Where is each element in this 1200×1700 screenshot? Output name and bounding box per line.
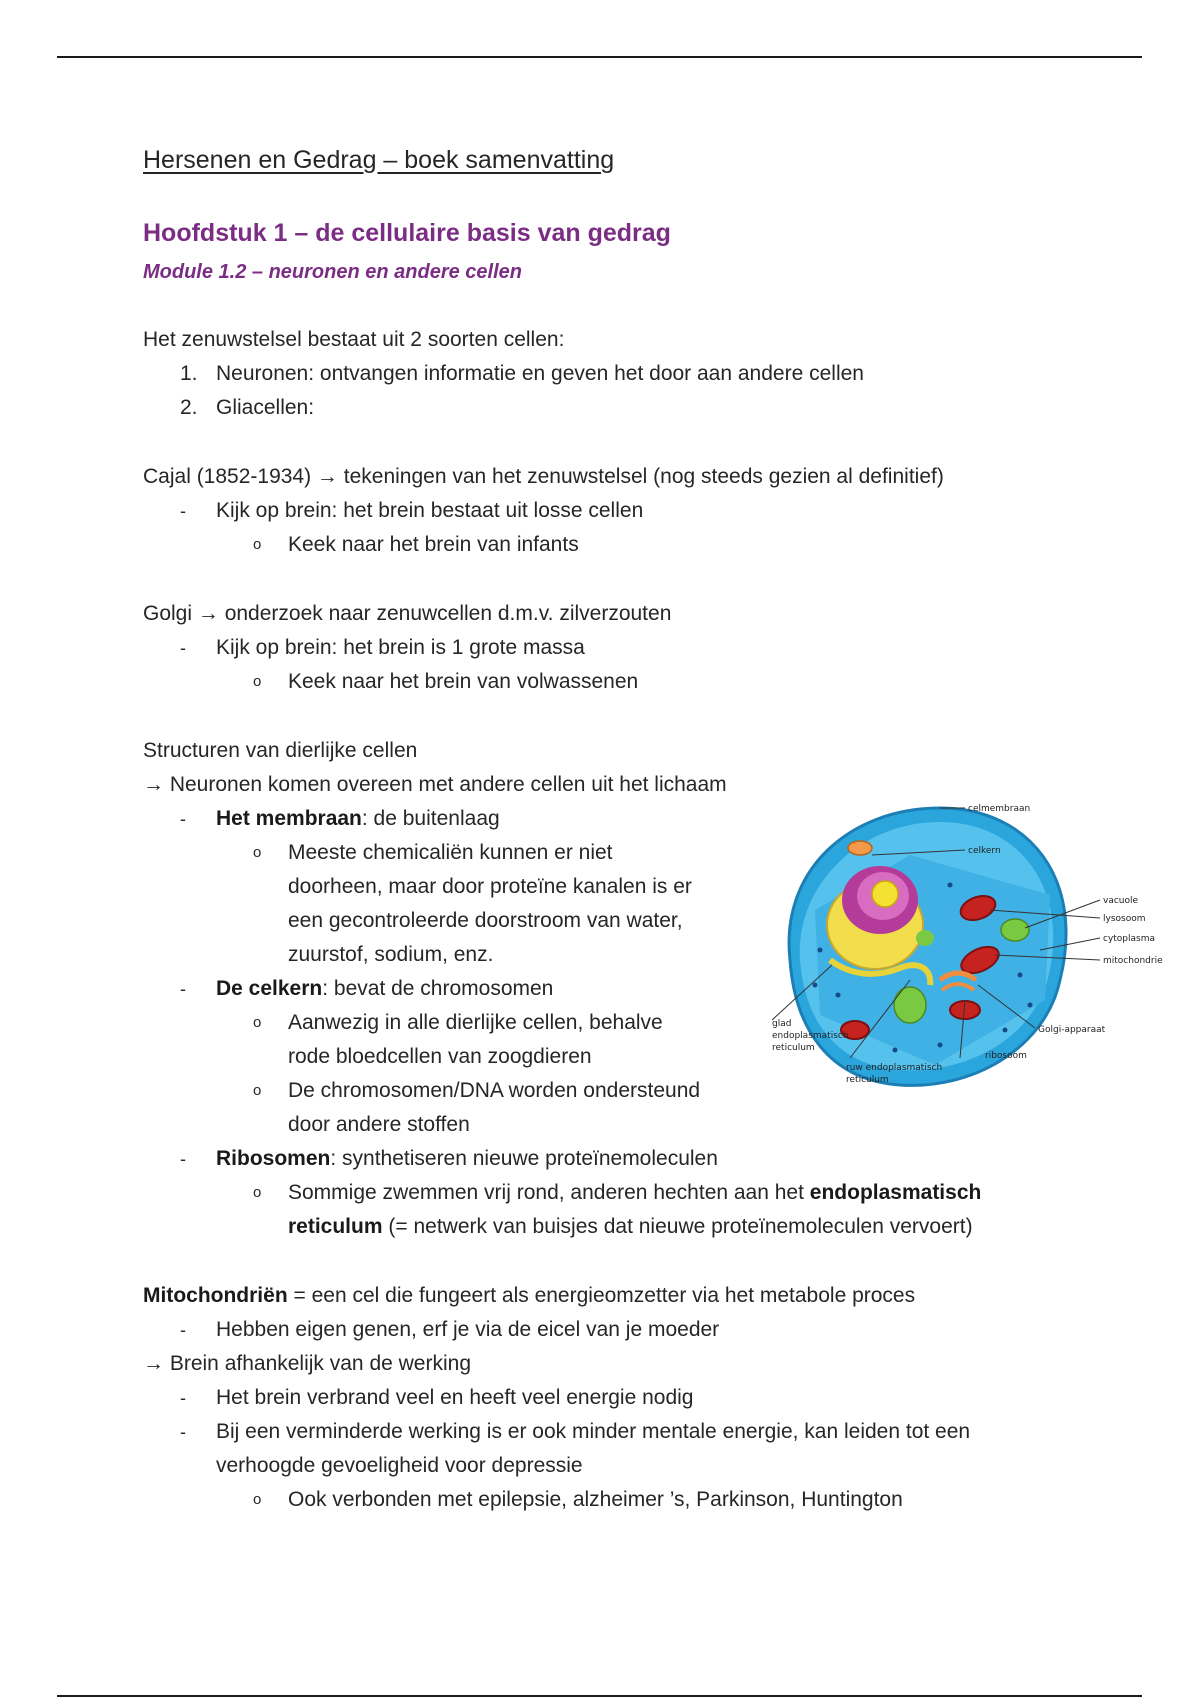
circle-bullet: o [253,844,262,861]
circle-bullet: o [253,1491,262,1508]
ribosomen-term: Ribosomen [216,1147,331,1170]
label-ruw-er: reticulum [846,1075,889,1085]
celkern-sub-line: door andere stoffen [288,1113,470,1136]
list-number: 1. [180,362,198,385]
label-golgi: Golgi-apparaat [1038,1025,1106,1035]
label-cytoplasma: cytoplasma [1103,934,1156,944]
dash-bullet: - [180,638,186,658]
circle-bullet: o [253,1014,262,1031]
structures-arrow-line: → Neuronen komen overeen met andere cellen uit het lichaam [143,773,727,796]
label-celkern: celkern [968,846,1001,856]
label-glad-er: glad [772,1019,792,1029]
golgi-bullet: Kijk op brein: het brein is 1 grote massa [216,636,585,659]
mito-term: Mitochondriën [143,1284,288,1307]
list-item-gliacellen: Gliacellen: [216,396,315,419]
intro-text: Het zenuwstelsel bestaat uit 2 soorten cellen: [143,328,565,351]
mito-line [143,1279,915,1313]
structures-title: Structuren van dierlijke cellen [143,739,418,762]
dash-bullet: - [180,1388,186,1408]
membraan-sub-line: zuurstof, sodium, enz. [288,943,494,966]
document-title: Hersenen en Gedrag – boek samenvatting [143,146,615,174]
label-glad-er: endoplasmatisch [772,1031,849,1041]
ribosomen-item [216,1142,718,1176]
chapter-heading: Hoofdstuk 1 – de cellulaire basis van gedrag [143,219,671,247]
label-ribosoom: ribosoom [985,1051,1027,1061]
label-celmembraan: celmembraan [968,804,1031,814]
mito-bullet: Bij een verminderde werking is er ook minder mentale energie, kan leiden tot een [216,1420,971,1443]
label-glad-er: reticulum [772,1043,815,1053]
mito-bullet-continued: verhoogde gevoeligheid voor depressie [216,1454,583,1477]
ribosomen-def: : synthetiseren nieuwe proteïnemoleculen [330,1147,718,1170]
mito-sub: Ook verbonden met epilepsie, alzheimer ’s, Parkinson, Huntington [288,1488,903,1511]
cajal-line: Cajal (1852-1934) → tekeningen van het zenuwstelsel (nog steeds gezien al definitief) [143,465,944,488]
circle-bullet: o [253,1082,262,1099]
list-number: 2. [180,396,198,419]
reticulum-term: reticulum [288,1215,383,1238]
membraan-sub-line: een gecontroleerde doorstroom van water, [288,909,683,932]
list-item-neuronen: Neuronen: ontvangen informatie en geven het door aan andere cellen [216,362,864,385]
celkern-sub-line: rode bloedcellen van zoogdieren [288,1045,592,1068]
label-mitochondrie: mitochondrie [1103,956,1163,966]
celkern-term: De celkern [216,977,323,1000]
ribosomen-sub-text: Sommige zwemmen vrij rond, anderen hechten aan het [288,1181,810,1204]
membraan-term: Het membraan [216,807,362,830]
membraan-def: : de buitenlaag [361,807,500,830]
mito-bullet: Hebben eigen genen, erf je via de eicel van je moeder [216,1318,720,1341]
dash-bullet: - [180,1422,186,1442]
dash-bullet: - [180,1149,186,1169]
dash-bullet: - [180,979,186,999]
module-heading: Module 1.2 – neuronen en andere cellen [143,261,522,283]
celkern-def: : bevat de chromosomen [322,977,554,1000]
er-term: endoplasmatisch [809,1181,982,1204]
celkern-item [216,972,553,1006]
reticulum-def: (= netwerk van buisjes dat nieuwe proteïnemoleculen vervoert) [382,1215,973,1238]
dash-bullet: - [180,1320,186,1340]
dash-bullet: - [180,501,186,521]
animal-cell-diagram [760,800,1180,1130]
circle-bullet: o [253,1184,262,1201]
dash-bullet: - [180,809,186,829]
cajal-bullet: Kijk op brein: het brein bestaat uit losse cellen [216,499,644,522]
bottom-rule [57,1695,1142,1697]
membraan-sub-line: Meeste chemicaliën kunnen er niet [288,841,613,864]
ribosomen-sub-line [288,1176,981,1210]
celkern-sub-line: De chromosomen/DNA worden ondersteund [288,1079,701,1102]
top-rule [57,56,1142,58]
membraan-sub-line: doorheen, maar door proteïne kanalen is er [288,875,692,898]
mito-bullet: Het brein verbrand veel en heeft veel energie nodig [216,1386,694,1409]
celkern-sub-line: Aanwezig in alle dierlijke cellen, behalve [288,1011,663,1034]
label-vacuole: vacuole [1103,896,1139,906]
membraan-item [216,802,500,836]
mito-def: = een cel die fungeert als energieomzetter via het metabole proces [287,1284,916,1307]
label-ruw-er: ruw endoplasmatisch [846,1063,943,1073]
circle-bullet: o [253,673,262,690]
label-lysosoom: lysosoom [1103,914,1146,924]
circle-bullet: o [253,536,262,553]
ribosomen-sub-line [288,1210,973,1244]
golgi-line: Golgi → onderzoek naar zenuwcellen d.m.v. zilverzouten [143,602,672,625]
golgi-sub: Keek naar het brein van volwassenen [288,670,639,693]
mito-arrow-line: → Brein afhankelijk van de werking [143,1352,472,1375]
cajal-sub: Keek naar het brein van infants [288,533,579,556]
